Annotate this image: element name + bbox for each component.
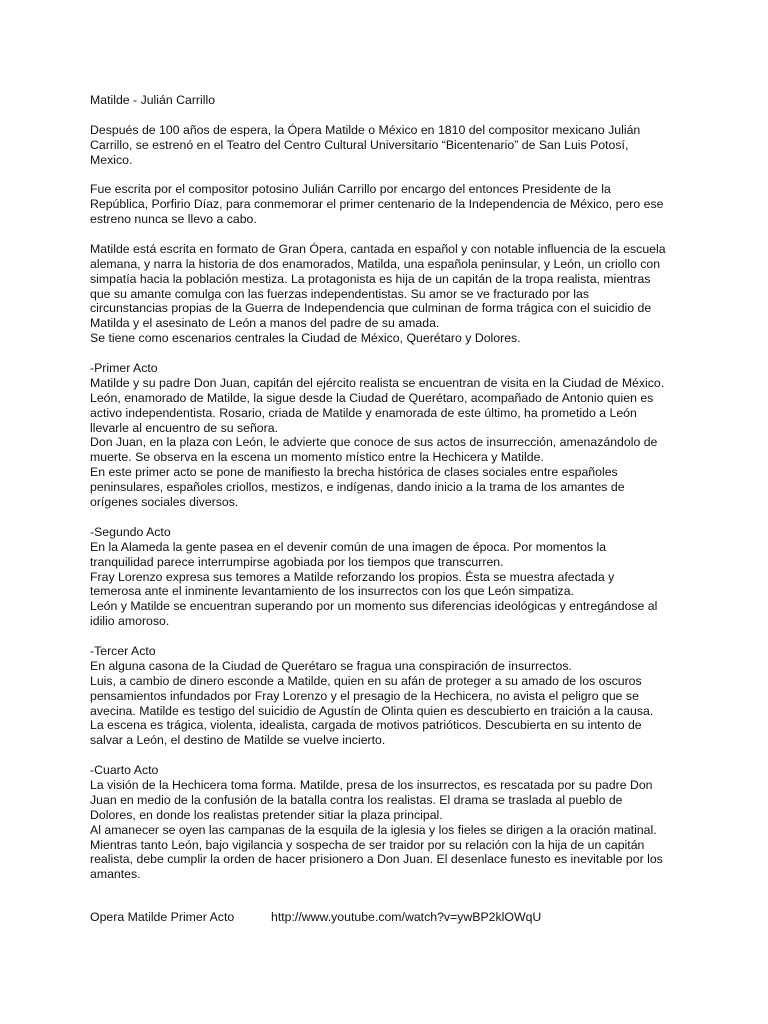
synopsis-paragraph bbox=[90, 242, 690, 346]
text-line: La visión de la Hechicera toma forma. Matilde, presa de los insurrectos, es rescatada por su padre Don bbox=[90, 777, 653, 792]
text-line: Matilde está escrita en formato de Gran Ópera, cantada en español y con notable influencia de la escuela bbox=[90, 241, 666, 256]
paragraph-gap bbox=[90, 748, 690, 763]
text-line: Mientras tanto León, bajo vigilancia y sospecha de ser traidor por su relación con la hija de un capitán bbox=[90, 837, 645, 852]
video-link[interactable]: http://www.youtube.com/watch?v=ywBP2klOWqU bbox=[271, 910, 542, 924]
text-line: salvar a León, el destino de Matilde se vuelve incierto. bbox=[90, 733, 386, 748]
text-line: En la Alameda la gente pasea en el devenir común de una imagen de época. Por momentos la bbox=[90, 539, 607, 554]
act-four-section bbox=[90, 763, 690, 882]
text-line: amantes. bbox=[90, 867, 141, 882]
text-line: República, Porfirio Díaz, para conmemorar el primer centenario de la Independencia de México, pero ese bbox=[90, 197, 664, 212]
act-heading: -Tercer Acto bbox=[90, 643, 156, 658]
text-line: Dolores, en donde los realistas pretender sitiar la plaza principal. bbox=[90, 807, 443, 822]
text-line: Don Juan, en la plaza con León, le advierte que conoce de sus actos de insurrección, amenazándolo de bbox=[90, 435, 658, 450]
text-line: La escena es trágica, violenta, idealista, cargada de motivos patrióticos. Descubierta en su intento de bbox=[90, 718, 642, 733]
text-line: Matilde y su padre Don Juan, capitán del ejército realista se encuentran de visita en la Ciudad de México. bbox=[90, 375, 665, 390]
text-line: tranquilidad parece interrumpirse agobiada por los tiempos que transcurren. bbox=[90, 554, 504, 569]
act-heading: -Primer Acto bbox=[90, 361, 158, 376]
document-title: Matilde - Julián Carrillo bbox=[90, 93, 216, 107]
text-line: llevarle al encuentro de su señora. bbox=[90, 420, 278, 435]
text-line: Después de 100 años de espera, la Ópera Matilde o México en 1810 del compositor mexicano Julián bbox=[90, 122, 641, 137]
paragraph-gap bbox=[90, 227, 690, 242]
text-line: León, enamorado de Matilde, la sigue desde la Ciudad de Querétaro, acompañado de Antonio quien es bbox=[90, 390, 654, 405]
text-line: avecina. Matilde es testigo del suicidio de Agustín de Olinta quien es descubierto en traición a la causa. bbox=[90, 703, 654, 718]
text-line: Fue escrita por el compositor potosino Julián Carrillo por encargo del entonces Presidente de la bbox=[90, 182, 611, 197]
text-line: idilio amoroso. bbox=[90, 614, 170, 629]
paragraph-gap bbox=[90, 167, 690, 182]
video-label: Opera Matilde Primer Acto bbox=[90, 910, 235, 924]
text-line: realista, debe cumplir la orden de hacer prisionero a Don Juan. El desenlace funesto es inevitable por los bbox=[90, 852, 663, 867]
act-three-section bbox=[90, 644, 690, 748]
text-line: activo independentista. Rosario, criada de Matilde y enamorada de este último, ha prometido a León bbox=[90, 405, 637, 420]
text-line: simpatía hacia la población mestiza. La protagonista es hija de un capitán de la tropa realista, mientras bbox=[90, 271, 651, 286]
text-line: Al amanecer se oyen las campanas de la esquila de la iglesia y los fieles se dirigen a la oración matinal. bbox=[90, 822, 657, 837]
text-line: En alguna casona de la Ciudad de Querétaro se fragua una conspiración de insurrectos. bbox=[90, 658, 572, 673]
intro-paragraph bbox=[90, 123, 690, 168]
act-one-section bbox=[90, 361, 690, 510]
text-line: Fray Lorenzo expresa sus temores a Matilde reforzando los propios. Ésta se muestra afectada y bbox=[90, 569, 615, 584]
text-line: Luis, a cambio de dinero esconde a Matilde, quien en su afán de proteger a su amado de los oscuros bbox=[90, 673, 642, 688]
paragraph-gap bbox=[90, 510, 690, 525]
text-line: León y Matilde se encuentran superando por un momento sus diferencias ideológicas y entregándose al bbox=[90, 599, 658, 614]
paragraph-gap bbox=[90, 346, 690, 361]
text-line: Carrillo, se estrenó en el Teatro del Centro Cultural Universitario “Bicentenario” de San Luis Potosí, bbox=[90, 137, 629, 152]
paragraph-gap bbox=[90, 629, 690, 644]
text-line: peninsulares, españoles criollos, mestizos, e indígenas, dando inicio a la trama de los amantes de bbox=[90, 480, 625, 495]
text-line: muerte. Se observa en la escena un momento místico entre la Hechicera y Matilde. bbox=[90, 450, 544, 465]
paragraph-gap bbox=[90, 108, 690, 123]
document-body bbox=[90, 93, 690, 882]
text-line: estreno nunca se llevo a cabo. bbox=[90, 212, 257, 227]
text-line: orígenes sociales diversos. bbox=[90, 495, 239, 510]
text-line: Se tiene como escenarios centrales la Ciudad de México, Querétaro y Dolores. bbox=[90, 331, 521, 346]
act-two-section bbox=[90, 525, 690, 629]
commission-paragraph bbox=[90, 182, 690, 227]
text-line: Mexico. bbox=[90, 152, 133, 167]
text-line: Matilda y el asesinato de León a manos del padre de su amada. bbox=[90, 316, 440, 331]
act-heading: -Segundo Acto bbox=[90, 524, 171, 539]
text-line: circunstancias propias de la Guerra de Independencia que culminan de forma trágica con el suicidio de bbox=[90, 301, 652, 316]
text-line: que su amante comulga con las fuerzas independentistas. Su amor se ve fracturado por las bbox=[90, 286, 589, 301]
text-line: En este primer acto se pone de manifiesto la brecha histórica de clases sociales entre españoles bbox=[90, 465, 618, 480]
text-line: Juan en medio de la confusión de la batalla contra los realistas. El drama se traslada al pueblo de bbox=[90, 792, 623, 807]
text-line: temerosa ante el inminente levantamiento de los insurrectos con los que León simpatiza. bbox=[90, 584, 574, 599]
act-heading: -Cuarto Acto bbox=[90, 763, 159, 778]
text-line: alemana, y narra la historia de dos enamorados, Matilda, una española peninsular, y León, un criollo con bbox=[90, 256, 661, 271]
text-line: pensamientos infundados por Fray Lorenzo y el presagio de la Hechicera, no avista el peligro que se bbox=[90, 688, 639, 703]
document-footer bbox=[90, 910, 690, 925]
